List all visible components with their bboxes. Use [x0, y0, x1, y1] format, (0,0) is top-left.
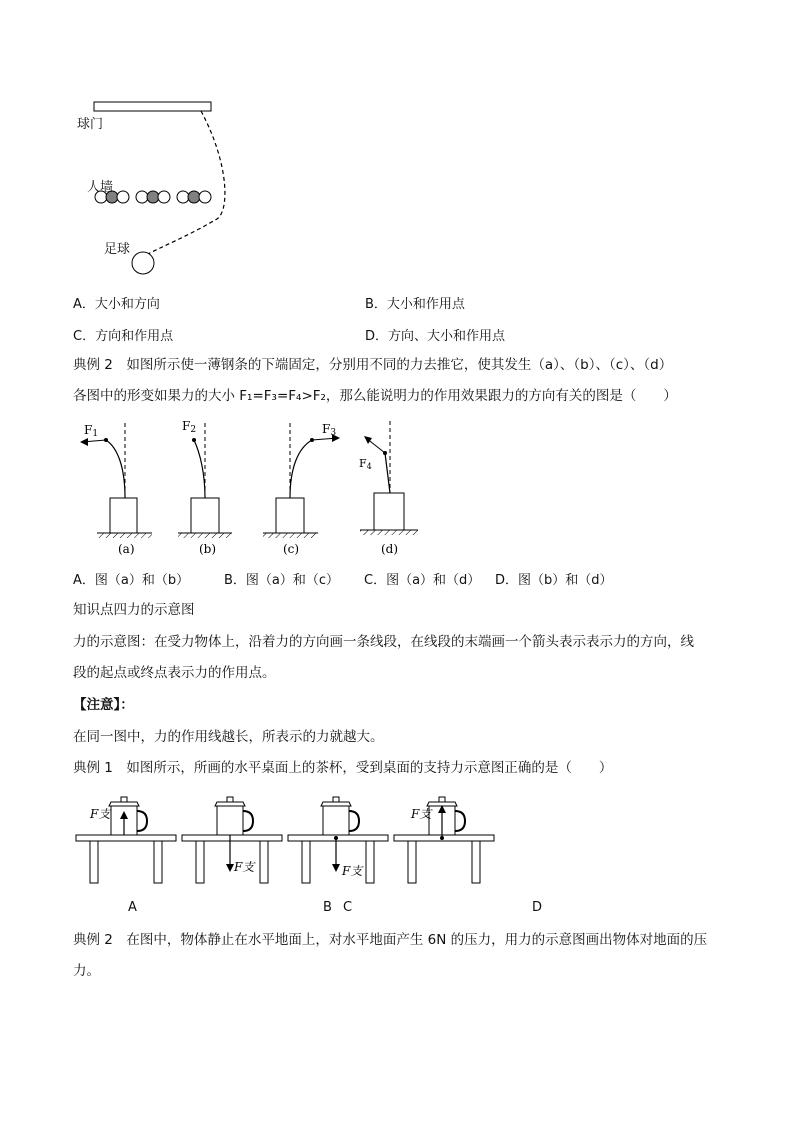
- steel-strip-figure: [70, 418, 430, 563]
- diagram-d: [360, 421, 418, 535]
- ball-label: 足球: [104, 242, 131, 257]
- option-d: D．方向、大小和作用点: [365, 329, 506, 344]
- goal-bar: [94, 102, 211, 111]
- note-text: 在同一图中，力的作用线越长，所表示的力就越大。: [73, 729, 384, 745]
- q2-option-d: D．图（b）和（d）: [495, 573, 613, 588]
- force-label-f4: F4: [359, 457, 372, 471]
- table-b: [182, 797, 282, 883]
- diagram-a: [80, 423, 152, 538]
- soccer-ball: [132, 252, 154, 274]
- note-title: 【注意】：: [73, 697, 134, 713]
- option-a: A．大小和方向: [73, 297, 160, 312]
- cup-caption-a: A: [128, 900, 137, 915]
- force-label-f2: F2: [182, 419, 197, 435]
- definition-line2: 段的起点或终点表示力的作用点。: [73, 665, 276, 681]
- wall-label: 人墙: [87, 180, 114, 195]
- example2-line2: 各图中的形变如果力的大小 F₁=F₃=F₄>F₂，那么能说明力的作用效果跟力的方向有关的图是（ ）: [73, 388, 677, 404]
- example1-text: 典例 1 如图所示，所画的水平桌面上的茶杯，受到桌面的支持力示意图正确的是（ ）: [73, 760, 613, 776]
- force-label-a: F支: [90, 807, 111, 821]
- cup-caption-b: B: [323, 900, 332, 915]
- force-label-f3: F3: [322, 422, 337, 438]
- cup-caption-d: D: [532, 900, 543, 915]
- definition-line1: 力的示意图：在受力物体上，沿着力的方向画一条线段，在线段的末端画一个箭头表示表示力的方向，线: [73, 634, 694, 650]
- option-c: C．方向和作用点: [73, 329, 174, 344]
- diagram-b: [178, 423, 232, 538]
- force-label-d: F支: [411, 807, 432, 821]
- force-label-b: F支: [234, 860, 255, 874]
- q2-option-c: C．图（a）和（d）: [364, 573, 481, 588]
- force-label-c: F支: [342, 864, 363, 878]
- option-b: B．大小和作用点: [365, 297, 465, 312]
- force-label-f1: F1: [84, 423, 99, 439]
- q2-option-a: A．图（a）和（b）: [73, 573, 190, 588]
- section-title: 知识点四力的示意图: [73, 602, 195, 618]
- diagram-c: [263, 423, 340, 538]
- caption-d: (d): [381, 542, 399, 556]
- table-c: [288, 797, 388, 883]
- q2-option-b: B．图（a）和（c）: [224, 573, 340, 588]
- cup-caption-c: C: [343, 900, 353, 915]
- caption-a: (a): [118, 542, 135, 556]
- example2b-line1: 典例 2 在图中，物体静止在水平地面上，对水平地面产生 6N 的压力，用力的示意图画出物体对地面的压: [73, 932, 708, 948]
- cup-table-figure: [70, 785, 500, 895]
- caption-b: (b): [199, 542, 217, 556]
- caption-c: (c): [283, 542, 300, 556]
- ball-trajectory: [142, 111, 225, 257]
- example2b-line2: 力。: [73, 963, 100, 979]
- goal-label: 球门: [77, 117, 104, 132]
- example2-line1: 典例 2 如图所示使一薄钢条的下端固定，分别用不同的力去推它，使其发生（a）、（b）、（c）、（d）: [73, 357, 673, 373]
